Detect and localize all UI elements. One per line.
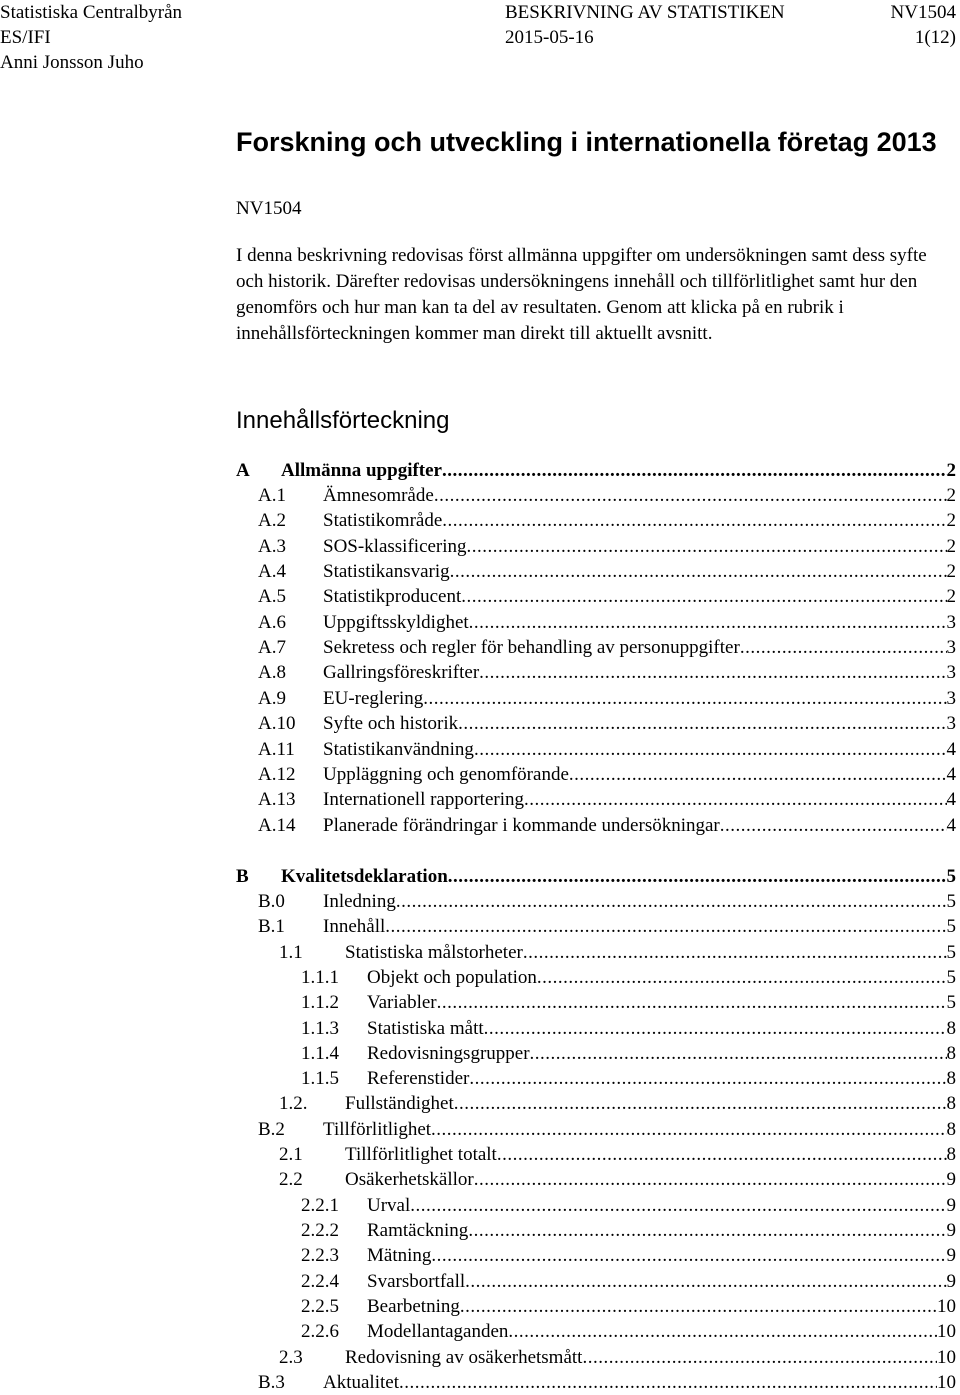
- toc-dot-leader: [468, 1218, 946, 1243]
- toc-entry-page: 8: [946, 1068, 956, 1089]
- toc-dot-leader: [410, 1193, 946, 1218]
- toc-entry-number: 2.2.3: [301, 1245, 339, 1266]
- toc-entry[interactable]: [0, 1345, 960, 1370]
- toc-entry-page: 8: [946, 1119, 956, 1140]
- toc-entry-page: 9: [946, 1245, 956, 1266]
- toc-entry-label[interactable]: Referenstider: [367, 1068, 470, 1089]
- toc-entry-page: 4: [946, 764, 956, 785]
- toc-dot-leader: [460, 1294, 937, 1319]
- header-org: Statistiska Centralbyrån: [0, 2, 183, 23]
- toc-dot-leader: [484, 1016, 947, 1041]
- toc-entry-label[interactable]: Gallringsföreskrifter: [323, 662, 480, 683]
- toc-entry-label[interactable]: Redovisning av osäkerhetsmått: [345, 1347, 583, 1368]
- toc-entry-page: 4: [946, 739, 956, 760]
- toc-entry-page: 10: [937, 1347, 956, 1368]
- toc-entry-number: A.13: [258, 789, 296, 810]
- toc-entry[interactable]: [0, 1243, 960, 1268]
- toc-entry-label[interactable]: Mätning: [367, 1245, 432, 1266]
- toc-entry-page: 5: [946, 916, 956, 937]
- toc-entry-label[interactable]: Fullständighet: [345, 1093, 454, 1114]
- header-left: [0, 0, 182, 75]
- toc-entry-label[interactable]: Planerade förändringar i kommande undersökningar: [323, 815, 720, 836]
- toc-entry-label[interactable]: Urval: [367, 1195, 411, 1216]
- toc-entry-number: 2.2.4: [301, 1271, 339, 1292]
- toc-entry-number: 2.2.2: [301, 1220, 339, 1241]
- toc-entry[interactable]: [0, 737, 960, 762]
- toc-entry-number: 1.1.2: [301, 992, 339, 1013]
- toc-entry-number: A.1: [258, 485, 286, 506]
- toc-entry[interactable]: [0, 1193, 960, 1218]
- toc-dot-leader: [442, 458, 947, 483]
- toc-entry-number: A.5: [258, 586, 286, 607]
- toc-entry-label[interactable]: SOS-klassificering: [323, 536, 467, 557]
- toc-entry-number: 1.1.4: [301, 1043, 339, 1064]
- toc-entry-page: 9: [946, 1169, 956, 1190]
- toc-dot-leader: [474, 1167, 947, 1192]
- toc-entry-page: 2: [946, 586, 956, 607]
- toc-entry[interactable]: [0, 1066, 960, 1091]
- toc-dot-leader: [497, 1142, 947, 1167]
- toc-entry-page: 9: [946, 1195, 956, 1216]
- toc-dot-leader: [523, 940, 947, 965]
- toc-entry-number: B.1: [258, 916, 285, 937]
- toc-entry-number: 2.2.1: [301, 1195, 339, 1216]
- toc-entry[interactable]: [0, 914, 960, 939]
- toc-entry[interactable]: [0, 940, 960, 965]
- toc-dot-leader: [431, 1243, 946, 1268]
- toc-entry[interactable]: [0, 762, 960, 787]
- toc-entry-label[interactable]: Statistikproducent: [323, 586, 462, 607]
- document-code: NV1504: [236, 198, 302, 219]
- toc-entry-label[interactable]: Ramtäckning: [367, 1220, 469, 1241]
- toc-dot-leader: [537, 965, 947, 990]
- toc-entry-label[interactable]: Syfte och historik: [323, 713, 459, 734]
- toc-entry-number: A.12: [258, 764, 296, 785]
- toc-dot-leader: [385, 914, 946, 939]
- toc-entry-number: A.11: [258, 739, 295, 760]
- toc-entry-label[interactable]: Objekt och population: [367, 967, 537, 988]
- toc-entry[interactable]: [0, 1319, 960, 1344]
- toc-entry-label[interactable]: Statistiska målstorheter: [345, 942, 523, 963]
- toc-entry[interactable]: [0, 864, 960, 889]
- header-unit: ES/IFI: [0, 27, 51, 48]
- toc-entry[interactable]: [0, 660, 960, 685]
- toc-entry-label[interactable]: Inledning: [323, 891, 396, 912]
- toc-entry-number: 1.1.3: [301, 1018, 339, 1039]
- toc-dot-leader: [740, 635, 947, 660]
- toc-entry-label[interactable]: Ämnesområde: [323, 485, 434, 506]
- toc-entry-number: A.8: [258, 662, 286, 683]
- toc-entry-label[interactable]: Svarsbortfall: [367, 1271, 466, 1292]
- header-author: Anni Jonsson Juho: [0, 52, 144, 73]
- toc-entry-page: 5: [946, 967, 956, 988]
- toc-dot-leader: [448, 864, 947, 889]
- toc-entry-label[interactable]: Allmänna uppgifter: [281, 460, 442, 481]
- toc-entry-number: A.7: [258, 637, 286, 658]
- toc-entry-label[interactable]: EU-reglering: [323, 688, 424, 709]
- toc-entry-number: 1.2.: [279, 1093, 308, 1114]
- toc-entry-label[interactable]: Redovisningsgrupper: [367, 1043, 530, 1064]
- header-center: [505, 0, 785, 50]
- toc-entry-number: 2.2.5: [301, 1296, 339, 1317]
- toc-entry-label[interactable]: Sekretess och regler för behandling av personuppgifter: [323, 637, 740, 658]
- toc-dot-leader: [582, 1345, 937, 1370]
- toc-entry-number: B.3: [258, 1372, 285, 1393]
- toc-entry-page: 3: [946, 612, 956, 633]
- toc-entry-label[interactable]: Aktualitet: [323, 1372, 399, 1393]
- toc-entry-page: 2: [946, 485, 956, 506]
- toc-entry-number: 2.2.6: [301, 1321, 339, 1342]
- toc-entry-page: 9: [946, 1271, 956, 1292]
- toc-entry-page: 2: [946, 460, 956, 481]
- toc-dot-leader: [461, 584, 946, 609]
- toc-dot-leader: [479, 660, 946, 685]
- toc-dot-leader: [442, 508, 946, 533]
- toc-entry[interactable]: [0, 889, 960, 914]
- toc-entry[interactable]: [0, 483, 960, 508]
- toc-dot-leader: [474, 737, 947, 762]
- toc-entry-page: 10: [937, 1321, 956, 1342]
- toc-dot-leader: [524, 787, 946, 812]
- toc-entry-number: 2.2: [279, 1169, 303, 1190]
- toc-entry-label[interactable]: Innehåll: [323, 916, 386, 937]
- toc-entry-label[interactable]: Statistikansvarig: [323, 561, 450, 582]
- toc-entry[interactable]: [0, 635, 960, 660]
- toc-entry[interactable]: [0, 1117, 960, 1142]
- toc-entry[interactable]: [0, 1269, 960, 1294]
- toc-dot-leader: [508, 1319, 937, 1344]
- toc-entry-page: 2: [946, 536, 956, 557]
- toc-entry-page: 5: [946, 942, 956, 963]
- header-date: 2015-05-16: [505, 27, 594, 48]
- toc-dot-leader: [423, 686, 946, 711]
- header-doc-type: BESKRIVNING AV STATISTIKEN: [505, 2, 785, 23]
- toc-entry-page: 4: [946, 815, 956, 836]
- toc-dot-leader: [396, 889, 947, 914]
- toc-entry-page: 3: [946, 713, 956, 734]
- toc-entry-number: A.4: [258, 561, 286, 582]
- intro-paragraph: I denna beskrivning redovisas först allmänna uppgifter om undersökningen samt dess syfte och historik. Därefter redovisas undersökningens innehåll och tillförlitlighet samt hur den genomförs och hur man kan ta del av resultaten. Genom att klicka på en rubrik i innehållsförteckningen kommer man direkt till aktuellt avsnitt.: [236, 245, 927, 344]
- toc-entry[interactable]: [0, 1016, 960, 1041]
- toc-entry-page: 5: [946, 891, 956, 912]
- toc-entry-number: A.14: [258, 815, 296, 836]
- toc-entry-page: 5: [946, 992, 956, 1013]
- toc-entry[interactable]: [0, 787, 960, 812]
- toc-entry-label[interactable]: Tillförlitlighet: [323, 1119, 432, 1140]
- toc-dot-leader: [469, 1066, 946, 1091]
- toc-entry-number: A.9: [258, 688, 286, 709]
- toc-entry-label[interactable]: Internationell rapportering: [323, 789, 525, 810]
- toc-entry[interactable]: [0, 458, 960, 483]
- toc-entry-number: A: [236, 460, 250, 481]
- toc-entry[interactable]: [0, 1142, 960, 1167]
- toc-entry-page: 3: [946, 637, 956, 658]
- toc-dot-leader: [437, 990, 947, 1015]
- toc-entry-page: 8: [946, 1144, 956, 1165]
- header-code: NV1504: [890, 2, 956, 23]
- toc-entry-label[interactable]: Uppgiftsskyldighet: [323, 612, 469, 633]
- page-header: [0, 0, 960, 80]
- toc-dot-leader: [469, 610, 947, 635]
- toc-dot-leader: [467, 534, 947, 559]
- toc-entry-number: A.6: [258, 612, 286, 633]
- toc-dot-leader: [399, 1370, 937, 1395]
- toc-entry-number: B: [236, 866, 249, 887]
- toc-dot-leader: [450, 559, 947, 584]
- toc-entry[interactable]: [0, 610, 960, 635]
- toc-entry-page: 10: [937, 1372, 956, 1393]
- toc-entry[interactable]: [0, 1370, 960, 1395]
- toc-entry-label[interactable]: Statistikanvändning: [323, 739, 474, 760]
- toc-dot-leader: [569, 762, 947, 787]
- toc-entry-page: 8: [946, 1093, 956, 1114]
- toc-entry[interactable]: [0, 1294, 960, 1319]
- toc-entry[interactable]: [0, 584, 960, 609]
- toc-entry-number: 2.3: [279, 1347, 303, 1368]
- toc-entry-number: A.3: [258, 536, 286, 557]
- toc-entry-label[interactable]: Statistiska mått: [367, 1018, 484, 1039]
- toc-entry[interactable]: [0, 508, 960, 533]
- toc-entry-number: 2.1: [279, 1144, 303, 1165]
- toc-entry[interactable]: [0, 534, 960, 559]
- toc-entry-label[interactable]: Osäkerhetskällor: [345, 1169, 474, 1190]
- toc-entry-number: A.2: [258, 510, 286, 531]
- toc-dot-leader: [431, 1117, 946, 1142]
- toc-dot-leader: [434, 483, 947, 508]
- toc-entry-page: 8: [946, 1043, 956, 1064]
- toc-entry-label[interactable]: Modellantaganden: [367, 1321, 509, 1342]
- toc-entry[interactable]: [0, 1091, 960, 1116]
- toc-entry-label[interactable]: Kvalitetsdeklaration: [281, 866, 448, 887]
- toc-dot-leader: [465, 1269, 946, 1294]
- toc-entry-page: 10: [937, 1296, 956, 1317]
- toc-heading: Innehållsförteckning: [236, 407, 450, 434]
- toc-entry-number: B.0: [258, 891, 285, 912]
- toc-entry-number: A.10: [258, 713, 296, 734]
- toc-entry[interactable]: [0, 686, 960, 711]
- document-title: Forskning och utveckling i internationella företag 2013: [236, 127, 937, 157]
- toc-entry-label[interactable]: Statistikområde: [323, 510, 443, 531]
- toc-entry-number: 1.1: [279, 942, 303, 963]
- toc-entry-label[interactable]: Bearbetning: [367, 1296, 460, 1317]
- toc-entry[interactable]: [0, 1041, 960, 1066]
- toc-entry-label[interactable]: Uppläggning och genomförande: [323, 764, 569, 785]
- toc-dot-leader: [530, 1041, 947, 1066]
- toc-dot-leader: [458, 711, 946, 736]
- toc-entry[interactable]: [0, 990, 960, 1015]
- toc-entry-page: 3: [946, 662, 956, 683]
- toc-entry[interactable]: [0, 1167, 960, 1192]
- toc-entry-page: 2: [946, 561, 956, 582]
- toc-entry-page: 5: [946, 866, 956, 887]
- toc-entry-label[interactable]: Variabler: [367, 992, 437, 1013]
- toc-entry[interactable]: [0, 1218, 960, 1243]
- toc-entry-page: 9: [946, 1220, 956, 1241]
- toc-dot-leader: [720, 813, 947, 838]
- toc-dot-leader: [454, 1091, 947, 1116]
- toc-entry-number: B.2: [258, 1119, 285, 1140]
- header-page-number: 1(12): [914, 27, 956, 48]
- toc-entry-page: 2: [946, 510, 956, 531]
- toc-entry-number: 1.1.1: [301, 967, 339, 988]
- toc-entry-page: 8: [946, 1018, 956, 1039]
- toc-entry[interactable]: [0, 813, 960, 838]
- toc-entry-page: 4: [946, 789, 956, 810]
- toc-entry-label[interactable]: Tillförlitlighet totalt: [345, 1144, 497, 1165]
- toc-entry-number: 1.1.5: [301, 1068, 339, 1089]
- toc-entry-page: 3: [946, 688, 956, 709]
- toc-entry[interactable]: [0, 711, 960, 736]
- header-right: [891, 0, 956, 50]
- toc-entry[interactable]: [0, 965, 960, 990]
- toc-entry[interactable]: [0, 559, 960, 584]
